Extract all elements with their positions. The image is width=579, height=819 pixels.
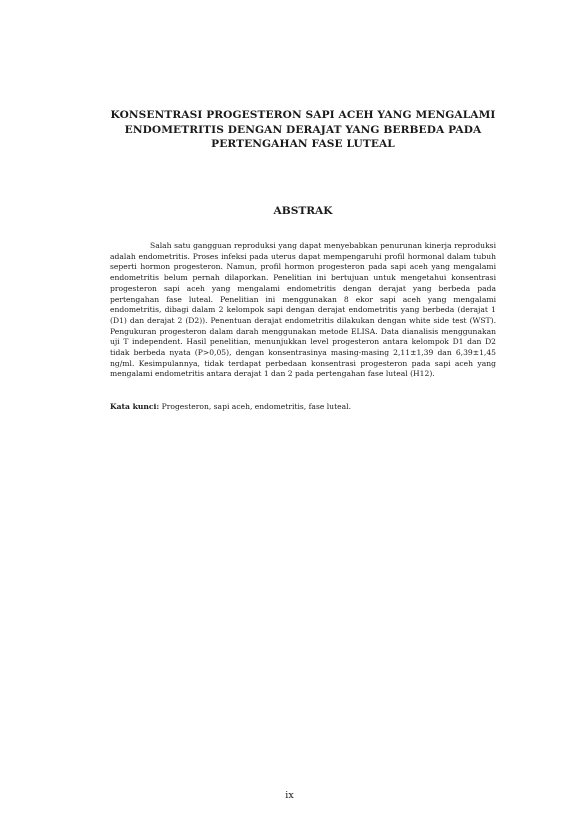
- abstract-heading: ABSTRAK: [273, 205, 333, 217]
- page-number: ix: [285, 790, 294, 801]
- abstract-paragraph: Salah satu gangguan reproduksi yang dapat menyebabkan penurunan kinerja reproduksi adalah endometritis. Proses infeksi pada uterus dapat mempengaruhi profil hormonal dalam tubuh seperti hormon progesteron. Namun, profil hormon progesteron pada sapi aceh yang mengalami endometritis belum pernah dilaporkan. Penelitian ini bertujuan untuk mengetahui konsentrasi progesteron sapi aceh yang mengalami endometritis dengan derajat yang berbeda pada pertengahan fase luteal. Penelitian ini menggunakan 8 ekor sapi aceh yang mengalami endometritis, dibagi dalam 2 kelompok sapi dengan derajat endometritis yang berbeda (derajat 1 (D1) dan derajat 2 (D2)). Penentuan derajat endometritis dilakukan dengan white side test (WST). Pengukuran progesteron dalam darah menggunakan metode ELISA. Data dianalisis menggunakan uji T independent. Hasil penelitian, menunjukkan level progesteron antara kelompok D1 dan D2 tidak berbeda nyata (P>0,05), dengan konsentrasinya masing-masing 2,11±1,39 dan 6,39±1,45 ng/ml. Kesimpulannya, tidak terdapat perbedaan konsentrasi progesteron pada sapi aceh yang mengalami endometritis antara derajat 1 dan 2 pada pertengahan fase luteal (H12).: [110, 241, 496, 379]
- keywords-line: [110, 402, 496, 413]
- keywords-label: Kata kunci:: [110, 402, 160, 411]
- document-title: [110, 108, 496, 152]
- title-line-2: ENDOMETRITIS DENGAN DERAJAT YANG BERBEDA PADA: [124, 123, 482, 136]
- title-line-3: PERTENGAHAN FASE LUTEAL: [211, 138, 395, 150]
- keywords-text: Progesteron, sapi aceh, endometritis, fase luteal.: [159, 402, 351, 411]
- title-line-1: KONSENTRASI PROGESTERON SAPI ACEH YANG MENGALAMI: [110, 109, 496, 121]
